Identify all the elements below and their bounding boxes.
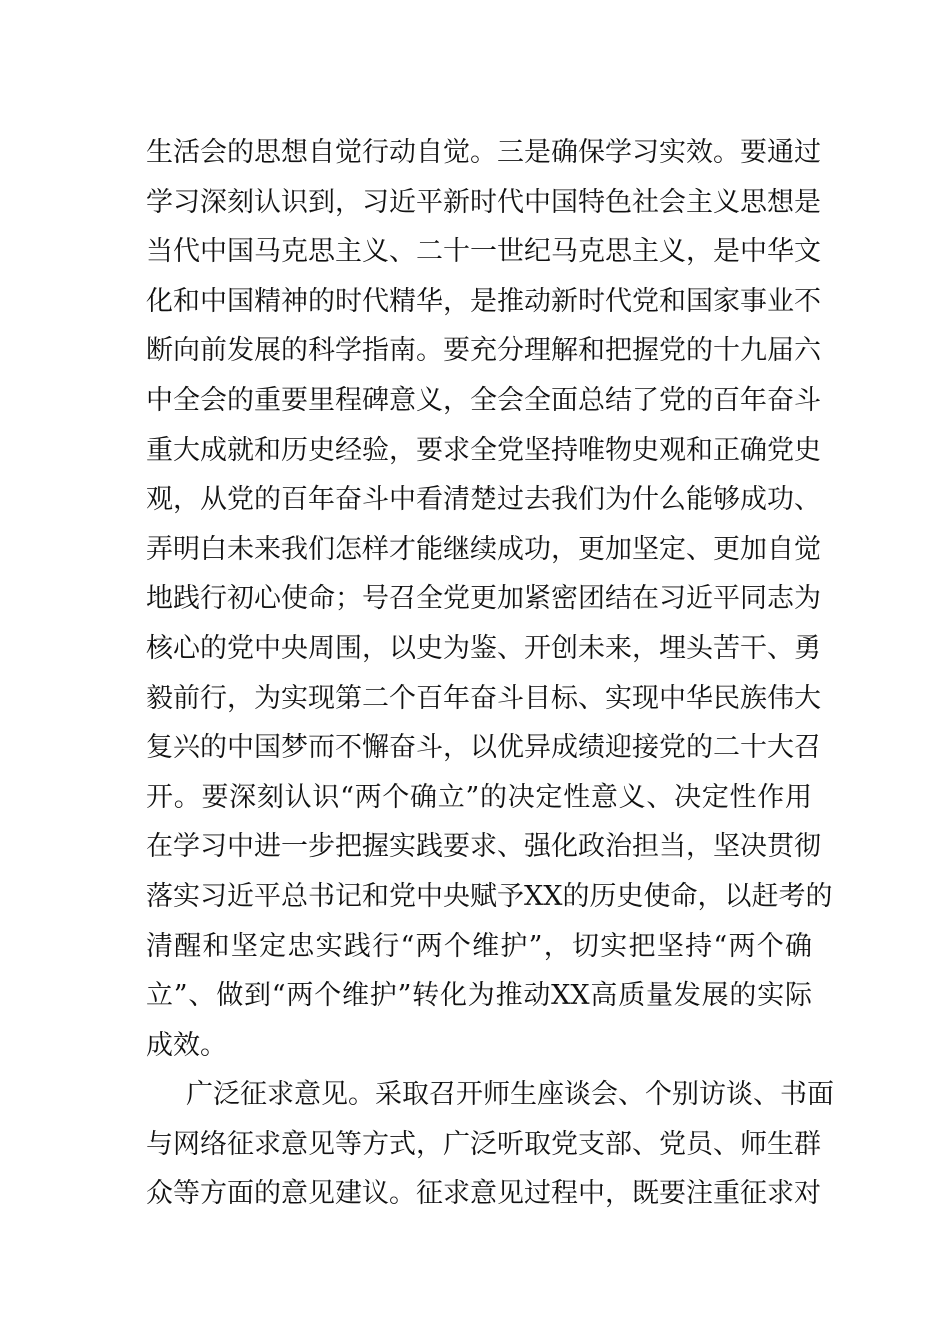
text-line: 与网络征求意见等方式，广泛听取党支部、党员、师生群 [146, 1128, 821, 1160]
text-line: 清醒和坚定忠实践行“两个维护”，切实把坚持“两个确 [146, 930, 812, 962]
text-line: 毅前行，为实现第二个百年奋斗目标、实现中华民族伟大 [146, 682, 821, 714]
text-line: 断向前发展的科学指南。要充分理解和把握党的十九届六 [146, 335, 821, 367]
text-line: 重大成就和历史经验，要求全党坚持唯物史观和正确党史 [146, 434, 821, 466]
text-line: 核心的党中央周围，以史为鉴、开创未来，埋头苦干、勇 [146, 632, 821, 664]
text-line: 立”、做到“两个维护”转化为推动XX高质量发展的实际 [146, 980, 812, 1012]
text-line: 复兴的中国梦而不懈奋斗，以优异成绩迎接党的二十大召 [146, 732, 821, 764]
paragraph-2 [146, 1070, 834, 1219]
text-line: 弄明白未来我们怎样才能继续成功，更加坚定、更加自觉 [146, 533, 821, 565]
text-line: 在学习中进一步把握实践要求、强化政治担当，坚决贯彻 [146, 831, 821, 863]
text-line: 落实习近平总书记和党中央赋予XX的历史使命，以赶考的 [146, 880, 833, 912]
text-line: 学习深刻认识到，习近平新时代中国特色社会主义思想是 [146, 186, 821, 218]
text-line: 地践行初心使命；号召全党更加紧密团结在习近平同志为 [146, 583, 821, 615]
text-line: 观，从党的百年奋斗中看清楚过去我们为什么能够成功、 [146, 484, 821, 516]
text-line: 生活会的思想自觉行动自觉。三是确保学习实效。要通过 [146, 137, 821, 168]
text-line: 中全会的重要里程碑意义，全会全面总结了党的百年奋斗 [146, 384, 821, 416]
text-line: 开。要深刻认识“两个确立”的决定性意义、决定性作用 [146, 781, 812, 813]
text-line: 众等方面的意见建议。征求意见过程中，既要注重征求对 [146, 1178, 821, 1210]
text-line: 广泛征求意见。采取召开师生座谈会、个别访谈、书面 [186, 1079, 834, 1110]
text-line: 成效。 [146, 1029, 227, 1061]
text-line: 当代中国马克思主义、二十一世纪马克思主义，是中华文 [146, 236, 821, 268]
text-line: 化和中国精神的时代精华，是推动新时代党和国家事业不 [146, 285, 821, 317]
paragraph-1 [146, 128, 833, 1070]
